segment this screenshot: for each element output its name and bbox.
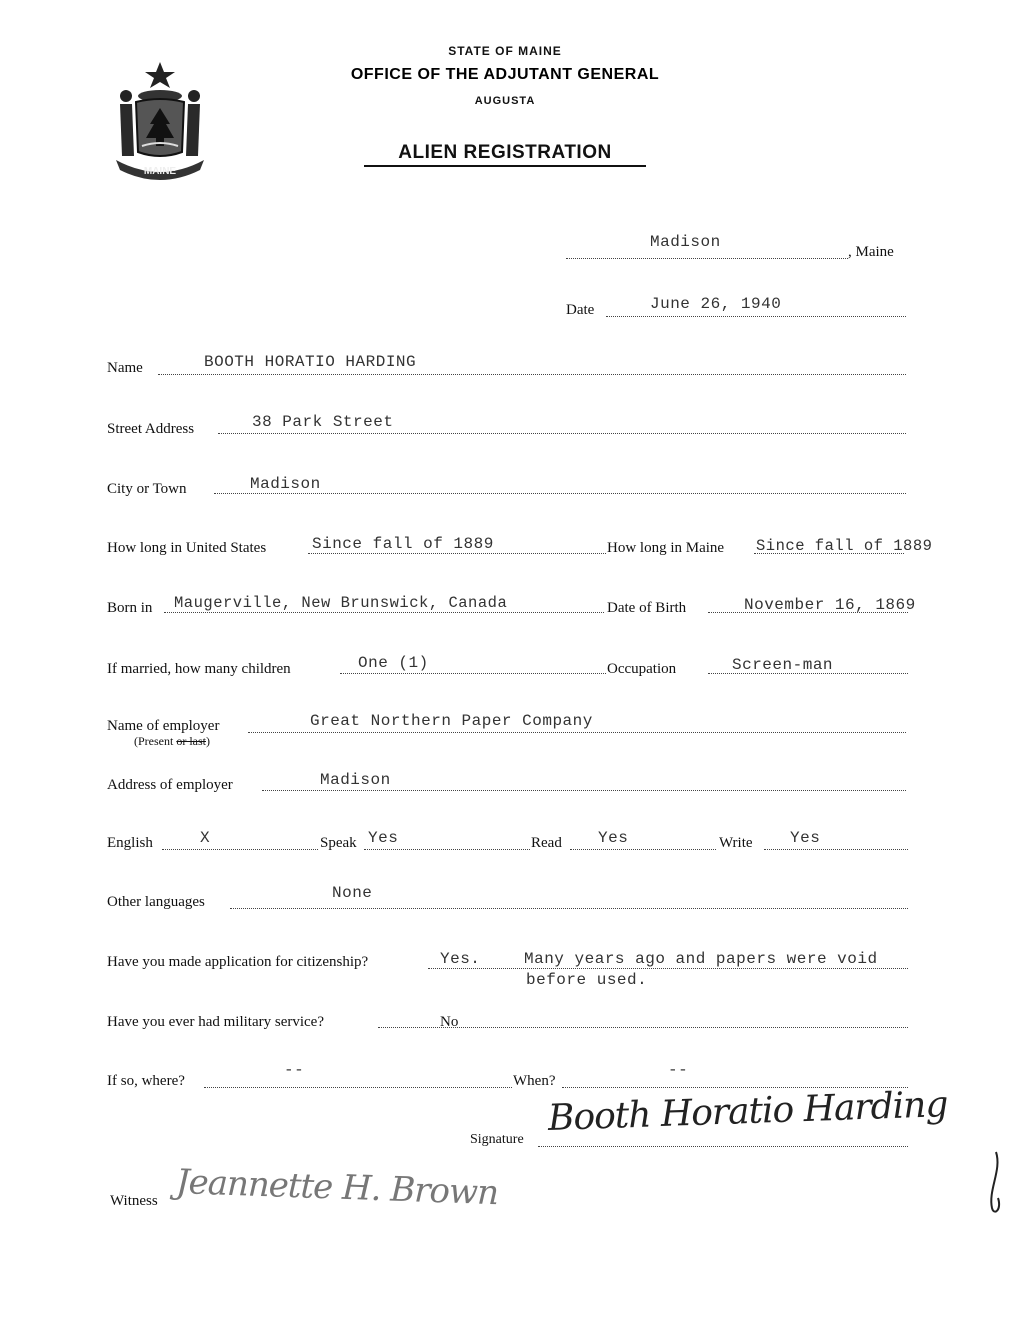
street-label: Street Address	[107, 421, 195, 437]
name-label: Name	[107, 360, 143, 376]
header-state: STATE OF MAINE	[448, 44, 562, 58]
where-line	[204, 1087, 512, 1088]
speak-label: Speak	[320, 835, 357, 851]
signature-flourish-icon	[978, 1150, 1008, 1220]
citizenship-value-c: before used.	[526, 971, 648, 989]
citizenship-value-b: Many years ago and papers were void	[524, 950, 878, 968]
street-line	[218, 433, 906, 434]
employer-address-label: Address of employer	[107, 777, 233, 793]
born-value: Maugerville, New Brunswick, Canada	[174, 594, 508, 612]
read-value: Yes	[598, 829, 629, 847]
occupation-value: Screen-man	[732, 656, 834, 674]
where-label: If so, where?	[107, 1073, 185, 1089]
us-stay-label: How long in United States	[107, 540, 267, 556]
where-value: --	[284, 1061, 305, 1079]
other-languages-value: None	[332, 884, 373, 902]
children-line	[340, 673, 606, 674]
date-value: June 26, 1940	[650, 295, 782, 313]
date-line	[606, 316, 906, 317]
read-line	[570, 849, 716, 850]
maine-stay-value: Since fall of 1889	[756, 537, 933, 555]
born-label: Born in	[107, 600, 153, 616]
us-stay-line	[308, 553, 606, 554]
dob-value: November 16, 1869	[744, 596, 916, 614]
when-value: --	[668, 1061, 689, 1079]
svg-text:MAINE: MAINE	[143, 166, 177, 177]
read-label: Read	[531, 835, 562, 851]
name-line	[158, 374, 906, 375]
signature-line	[538, 1146, 908, 1147]
city-label: City or Town	[107, 481, 187, 497]
place-value: Madison	[650, 233, 721, 251]
employer-line	[248, 732, 906, 733]
write-line	[764, 849, 908, 850]
employer-label: Name of employer	[107, 718, 220, 734]
signature-label: Signature	[470, 1132, 524, 1147]
occupation-label: Occupation	[607, 661, 677, 677]
date-label: Date	[566, 302, 595, 318]
signature-value: Booth Horatio Harding	[547, 1084, 949, 1139]
military-value: No	[440, 1014, 459, 1030]
children-label: If married, how many children	[107, 661, 291, 677]
born-line	[164, 612, 604, 613]
witness-value: Jeannette H. Brown	[175, 1162, 499, 1214]
military-label: Have you ever had military service?	[107, 1014, 324, 1030]
citizenship-value-a: Yes.	[440, 950, 481, 968]
write-label: Write	[719, 835, 753, 851]
english-line	[162, 849, 318, 850]
english-label: English	[107, 835, 153, 851]
citizenship-line	[428, 968, 908, 969]
dob-label: Date of Birth	[607, 600, 687, 616]
header-office: OFFICE OF THE ADJUTANT GENERAL	[350, 66, 660, 83]
city-line	[214, 493, 906, 494]
children-value: One (1)	[358, 654, 429, 672]
form-title: ALIEN REGISTRATION	[364, 142, 646, 167]
speak-value: Yes	[368, 829, 399, 847]
header-city: AUGUSTA	[474, 95, 536, 107]
street-value: 38 Park Street	[252, 413, 394, 431]
us-stay-value: Since fall of 1889	[312, 535, 494, 553]
employer-sublabel: (Present or last)	[134, 734, 210, 748]
witness-label: Witness	[110, 1193, 158, 1209]
write-value: Yes	[790, 829, 821, 847]
other-languages-line	[230, 908, 908, 909]
employer-address-line	[262, 790, 906, 791]
english-value: X	[200, 829, 211, 847]
citizenship-label: Have you made application for citizenship?	[107, 954, 369, 970]
city-value: Madison	[250, 475, 321, 493]
place-suffix: , Maine	[848, 244, 894, 260]
maine-stay-label: How long in Maine	[607, 540, 725, 556]
when-label: When?	[513, 1073, 556, 1089]
employer-value: Great Northern Paper Company	[310, 712, 593, 730]
speak-line	[364, 849, 530, 850]
place-line	[566, 258, 848, 259]
name-value: BOOTH HORATIO HARDING	[204, 353, 417, 371]
employer-address-value: Madison	[320, 771, 391, 789]
other-languages-label: Other languages	[107, 894, 205, 910]
